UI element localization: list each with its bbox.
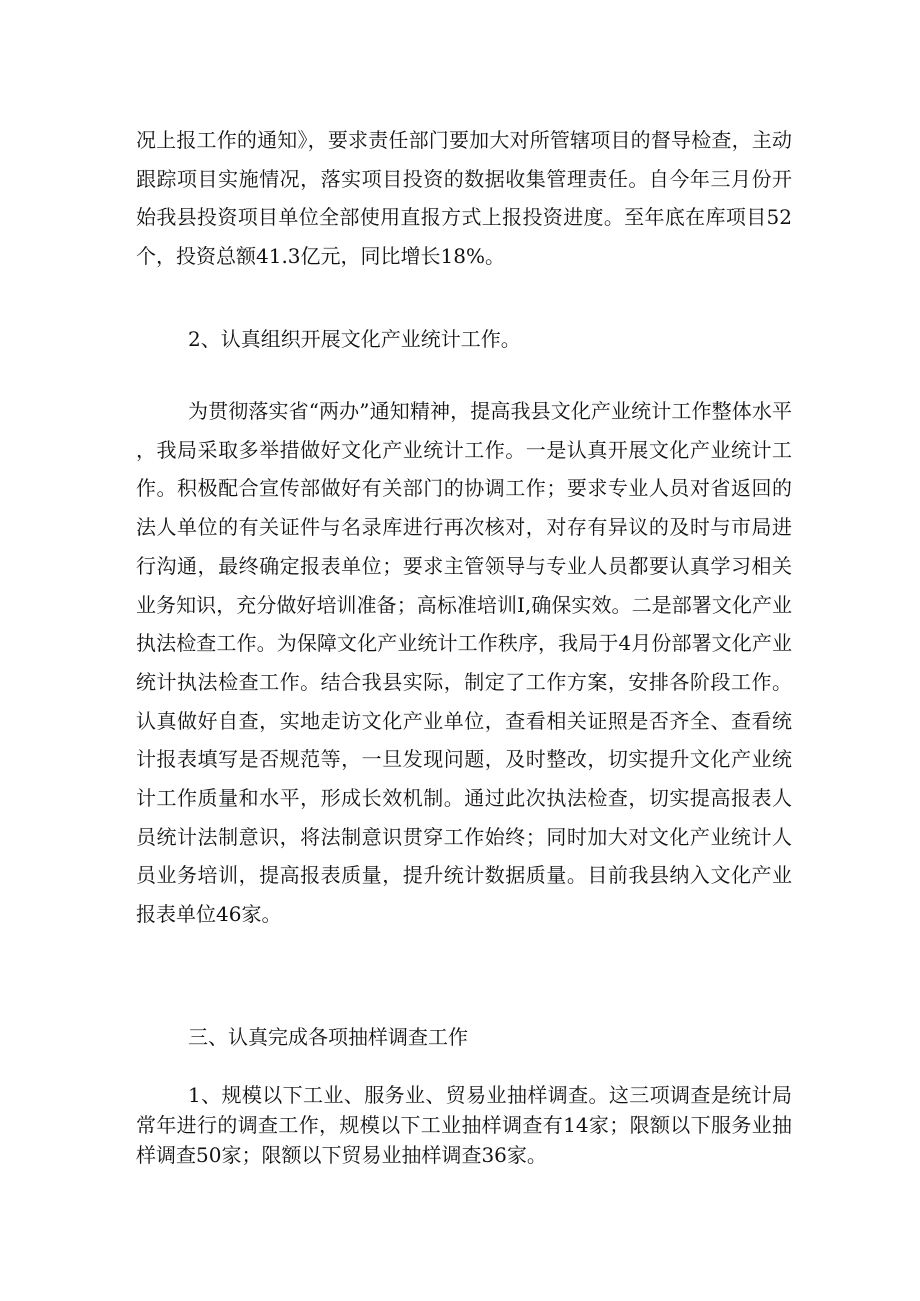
section-heading-culture-statistics: 2、认真组织开展文化产业统计工作。: [188, 327, 521, 351]
paragraph-sampling-surveys: 1、规模以下工业、服务业、贸易业抽样调查。这三项调查是统计局常年进行的调查工作，规模以下工业抽样调查有14家；限额以下服务业抽样调查50家；限额以下贸易业抽样调查36家。: [136, 1083, 792, 1167]
paragraph-investment-reporting: 况上报工作的通知》，要求责任部门要加大对所管辖项目的督导检查，主动跟踪项目实施情况，落实项目投资的数据收集管理责任。自今年三月份开始我县投资项目单位全部使用直报方式上报投资进度。至年底在库项目52个，投资总额41.3亿元，同比增长18%。: [136, 128, 792, 268]
section-heading-sampling-surveys: 三、认真完成各项抽样调查工作: [188, 1025, 468, 1049]
paragraph-culture-statistics: 为贯彻落实省“两办”通知精神，提高我县文化产业统计工作整体水平，我局采取多举措做好文化产业统计工作。一是认真开展文化产业统计工作。积极配合宣传部做好有关部门的协调工作；要求专业人员对省返回的法人单位的有关证件与名录库进行再次核对，对存有异议的及时与市局进行沟通，最终确定报表单位；要求主管领导与专业人员都要认真学习相关业务知识，充分做好培训准备；高标准培训I,确保实效。二是部署文化产业执法检查工作。为保障文化产业统计工作秩序，我局于4月份部署文化产业统计执法检查工作。结合我县实际，制定了工作方案，安排各阶段工作。认真做好自查，实地走访文化产业单位，查看相关证照是否齐全、查看统计报表填写是否规范等，一旦发现问题，及时整改，切实提升文化产业统计工作质量和水平，形成长效机制。通过此次执法检查，切实提高报表人员统计法制意识，将法制意识贯穿工作始终；同时加大对文化产业统计人员业务培训，提高报表质量，提升统计数据质量。目前我县纳入文化产业报表单位46家。: [136, 399, 792, 927]
